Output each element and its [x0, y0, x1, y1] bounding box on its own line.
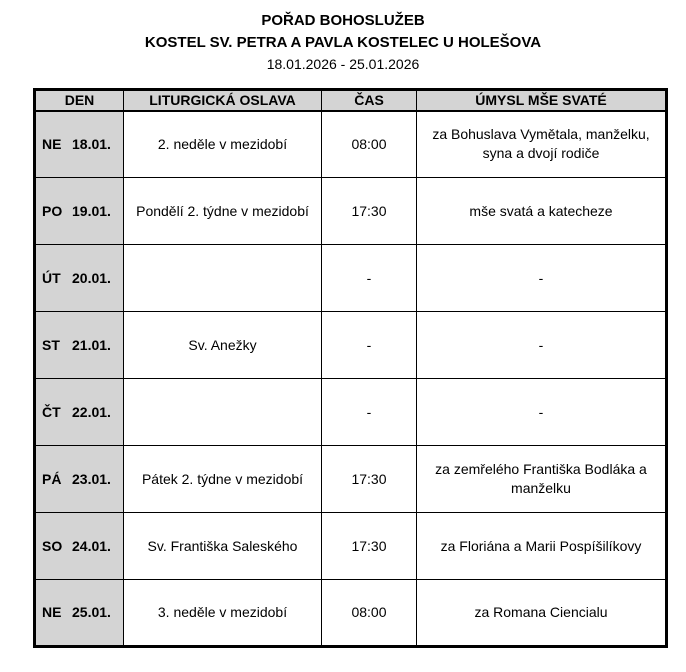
day-date: 20.01.	[72, 269, 111, 286]
header-den: DEN	[35, 90, 124, 111]
day-cell	[35, 245, 124, 312]
day-abbr: PO	[42, 202, 63, 219]
intention-cell: za Bohuslava Vymětala, manželku, syna a dvojí rodiče	[417, 111, 667, 178]
day-abbr: ČT	[42, 403, 61, 420]
celebration-cell: 2. neděle v mezidobí	[124, 111, 322, 178]
header-cas: ČAS	[322, 90, 417, 111]
church-name: KOSTEL SV. PETRA A PAVLA KOSTELEC U HOLEŠOVA	[144, 34, 542, 51]
day-cell	[35, 312, 124, 379]
table-row	[35, 580, 667, 647]
day-cell	[35, 580, 124, 647]
time-cell: 17:30	[322, 446, 417, 513]
intention-cell: mše svatá a katecheze	[417, 178, 667, 245]
time-cell: 08:00	[322, 580, 417, 647]
celebration-cell	[124, 245, 322, 312]
day-cell	[35, 513, 124, 580]
day-abbr: SO	[42, 537, 63, 554]
header-liturgicka-oslava: LITURGICKÁ OSLAVA	[124, 90, 322, 111]
intention-cell: -	[417, 312, 667, 379]
day-cell	[35, 446, 124, 513]
table-row	[35, 379, 667, 446]
time-cell: 17:30	[322, 178, 417, 245]
day-abbr: NE	[42, 135, 62, 152]
time-cell: 17:30	[322, 513, 417, 580]
day-cell	[35, 379, 124, 446]
intention-cell: za Floriána a Marii Pospíšilíkovy	[417, 513, 667, 580]
time-cell: -	[322, 312, 417, 379]
day-date: 23.01.	[72, 470, 111, 487]
day-abbr: ÚT	[42, 269, 61, 286]
table-header-row	[35, 90, 667, 111]
intention-cell: -	[417, 245, 667, 312]
time-cell: -	[322, 245, 417, 312]
table-row	[35, 446, 667, 513]
table-row	[35, 312, 667, 379]
day-cell	[35, 178, 124, 245]
table-row	[35, 111, 667, 178]
table-row	[35, 245, 667, 312]
date-range: 18.01.2026 - 25.01.2026	[266, 56, 420, 72]
intention-cell: za Romana Ciencialu	[417, 580, 667, 647]
day-date: 22.01.	[72, 403, 111, 420]
celebration-cell: Sv. Františka Saleského	[124, 513, 322, 580]
day-abbr: NE	[42, 604, 62, 620]
intention-cell: -	[417, 379, 667, 446]
intention-cell: za zemřelého Františka Bodláka a manželku	[417, 446, 667, 513]
day-date: 25.01.	[72, 604, 111, 620]
day-date: 24.01.	[72, 537, 111, 554]
table-row	[35, 513, 667, 580]
day-date: 19.01.	[72, 202, 111, 219]
page-title: POŘAD BOHOSLUŽEB	[261, 12, 425, 29]
day-abbr: PÁ	[42, 470, 62, 487]
day-abbr: ST	[42, 336, 60, 353]
celebration-cell: Pondělí 2. týdne v mezidobí	[124, 178, 322, 245]
celebration-cell: Pátek 2. týdne v mezidobí	[124, 446, 322, 513]
table-row	[35, 178, 667, 245]
day-date: 18.01.	[72, 135, 111, 152]
page-header	[0, 0, 686, 75]
day-cell	[35, 111, 124, 178]
header-umysl: ÚMYSL MŠE SVATÉ	[417, 90, 667, 111]
time-cell: 08:00	[322, 111, 417, 178]
celebration-cell: 3. neděle v mezidobí	[124, 580, 322, 647]
celebration-cell: Sv. Anežky	[124, 312, 322, 379]
celebration-cell	[124, 379, 322, 446]
time-cell: -	[322, 379, 417, 446]
day-date: 21.01.	[72, 336, 111, 353]
services-table	[33, 88, 668, 648]
